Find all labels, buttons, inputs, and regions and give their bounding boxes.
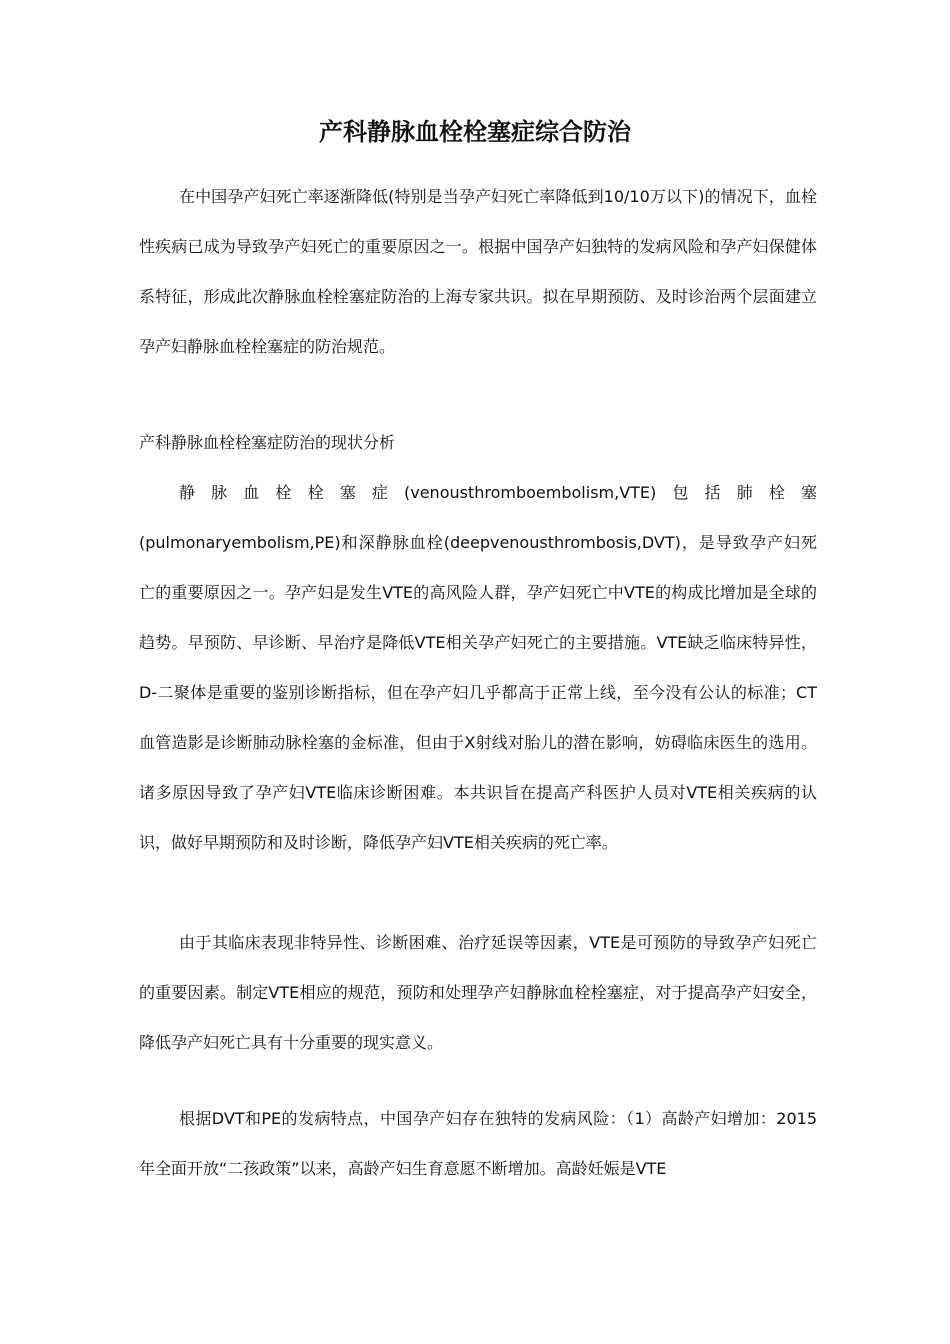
section-paragraph-2: 由于其临床表现非特异性、诊断困难、治疗延误等因素，VTE是可预防的导致孕产妇死亡的重要因素。制定VTE相应的规范，预防和处理孕产妇静脉血栓栓塞症，对于提高孕产妇安全，降低孕产妇死亡具有十分重要的现实意义。 [139,933,817,1052]
section-paragraph-1: 静脉血栓栓塞症(venousthromboembolism,VTE)包括肺栓塞(pulmonaryembolism,PE)和深静脉血栓(deepvenousthrombosis,DVT)，是导致孕产妇死亡的重要原因之一。孕产妇是发生VTE的高风险人群，孕产妇死亡中VTE的构成比增加是全球的趋势。早预防、早诊断、早治疗是降低VTE相关孕产妇死亡的主要措施。VTE缺乏临床特异性，D-二聚体是重要的鉴别诊断指标，但在孕产妇几乎都高于正常上线，至今没有公认的标准；CT血管造影是诊断肺动脉栓塞的金标准，但由于X射线对胎儿的潜在影响，妨碍临床医生的选用。诸多原因导致了孕产妇VTE临床诊断困难。本共识旨在提高产科医护人员对VTE相关疾病的认识，做好早期预防和及时诊断，降低孕产妇VTE相关疾病的死亡率。 [139,483,817,852]
section-heading: 产科静脉血栓栓塞症防治的现状分析 [139,433,396,452]
section-paragraph-3: 根据DVT和PE的发病特点，中国孕产妇存在独特的发病风险：（1）高龄产妇增加：2015年全面开放“二孩政策”以来，高龄产妇生育意愿不断增加。高龄妊娠是VTE [139,1109,817,1178]
intro-paragraph: 在中国孕产妇死亡率逐渐降低(特别是当孕产妇死亡率降低到10/10万以下)的情况下，血栓性疾病已成为导致孕产妇死亡的重要原因之一。根据中国孕产妇独特的发病风险和孕产妇保健体系特征，形成此次静脉血栓栓塞症防治的上海专家共识。拟在早期预防、及时诊治两个层面建立孕产妇静脉血栓栓塞症的防治规范。 [139,187,817,356]
document-title: 产科静脉血栓栓塞症综合防治 [319,118,631,146]
